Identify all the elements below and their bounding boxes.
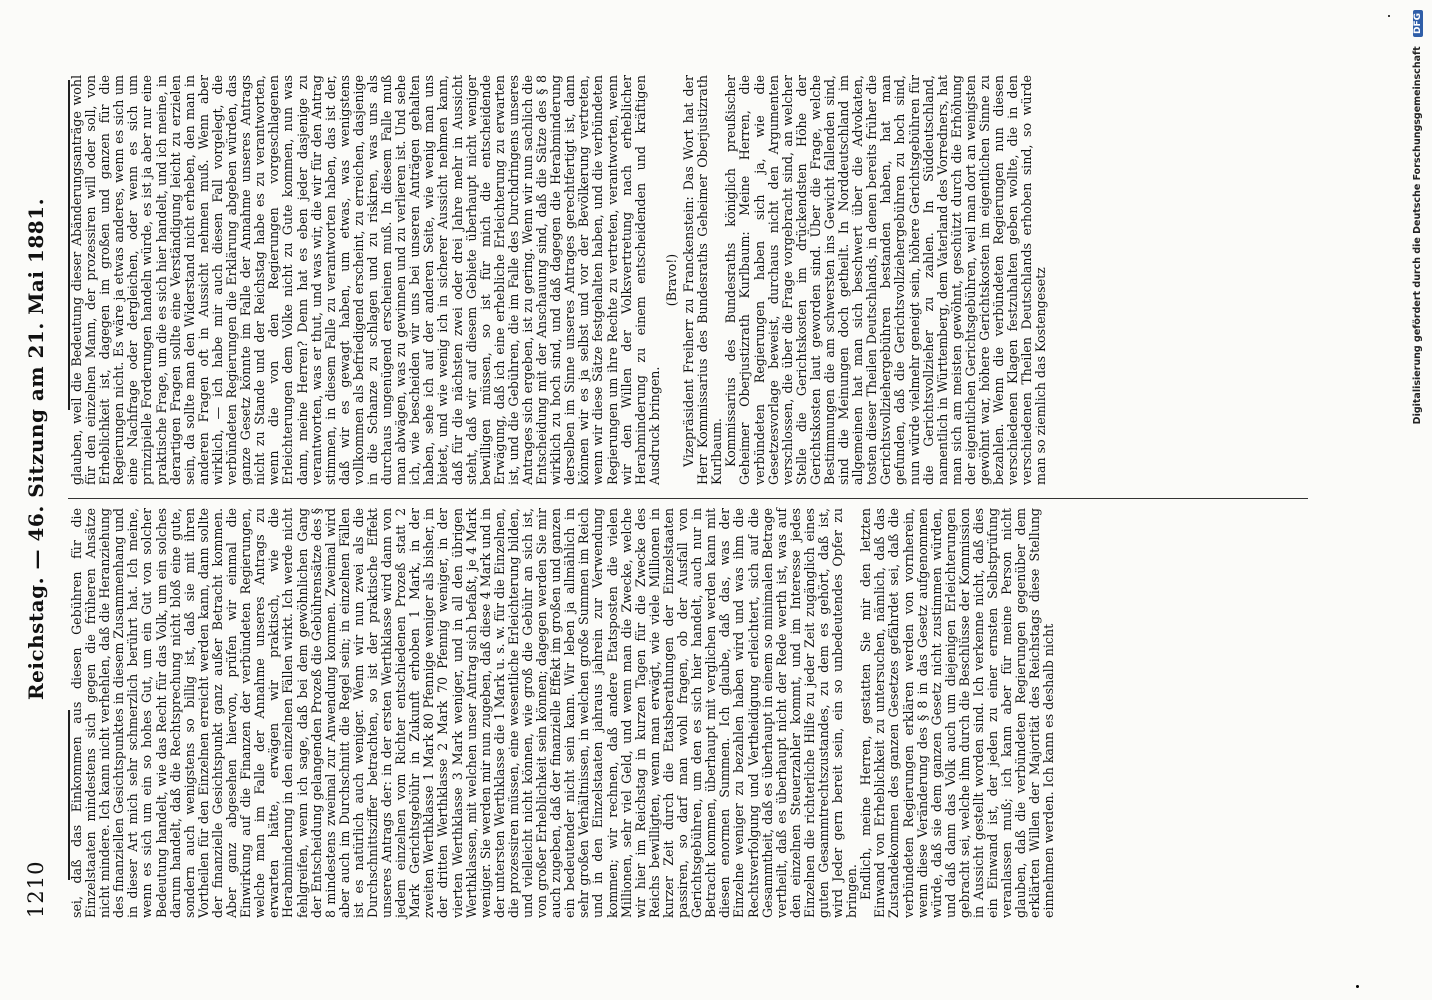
digitization-credit [1412, 0, 1428, 1000]
column-divider [68, 498, 1308, 499]
dfg-logo: DFG [1413, 10, 1423, 37]
applause-note: (Bravo!) [663, 253, 679, 307]
paragraph: sei, daß das Einkommen aus diesen Gebühren für die Einzelstaaten mindestens sich gegen die früheren Ansätze nicht mindere. Ich kann nicht verhehlen, daß die Heranziehung des finanziellen Gesichtspunktes in diesem Zusammenhang und in dieser Art mich sehr schmerzlich berührt hat. Ich meine, wenn es sich um ein so hohes Gut, um ein Gut von solcher Bedeutung handelt, wie das Recht für das Volk, um ein solches darum handelt, daß die Rechtsprechung nicht bloß eine gute, sondern auch wenigstens so billig ist, daß sie mit ihren Vortheilen für den Einzelnen erreicht werden kann, dann sollte der finanzielle Gesichtspunkt ganz außer Betracht kommen. Aber ganz abgesehen hiervon, prüfen wir einmal die Einwirkung auf die Finanzen der verbündeten Regierungen, welche man im Falle der Annahme unseres Antrags zu erwarten hätte, erwägen wir praktisch, wie die Herabminderung in den einzelnen Fällen wirkt. Ich werde nicht fehlgreifen, wenn ich sage, daß bei dem gewöhnlichen Gang der Entscheidung gelangenden Prozeß die Gebührensätze des § 8 mindestens zweimal zur Anwendung kommen. Zweimal wird aber auch im Durchschnitt die Regel sein; in einzelnen Fällen ist es natürlich auch weniger. Wenn wir nun zwei als die Durchschnittsziffer betrachten, so ist der praktische Effekt unseres Antrags der: in der ersten Werthklasse wird dann von jedem einzelnen vom Richter entschiedenen Prozeß statt 2 Mark Gerichtsgebühr in Zukunft erhoben 1 Mark, in der zweiten Werthklasse 1 Mark 80 Pfennige weniger als bisher, in der dritten Werthklasse 2 Mark 70 Pfennig weniger, in der vierten Werthklasse 3 Mark weniger, und in all den übrigen Werthklassen, mit welchen unser Antrag sich befaßt, je 4 Mark weniger. Sie werden mir nun zugeben, daß diese 4 Mark und in der untersten Werthklasse die 1 Mark u. s. w. für die Einzelnen, die prozessiren müssen, eine wesentliche Erleichterung bilden, und vielleicht nicht können, wie groß die Gebühr an sich ist, von großer Erheblichkeit sein können; dagegen werden Sie mir auch zugeben, daß der finanzielle Effekt im großen und ganzen ein bedeutender nicht sein kann. Wir leben ja allmählich in sehr großen Verhältnissen, in welchen große Summen im Reich und in den Einzelstaaten jahraus jahrein zur Verwendung kommen; wir rechnen, daß andere Etatsposten die vielen Millionen, sehr viel Geld, und wenn man die Zwecke, welche wir hier im Reichstag in kurzen Tagen für die Zwecke des Reichs bewilligten, wenn man erwägt, wie viele Millionen in kurzer Zeit durch die Etatsberathungen der Einzelstaaten passiren, so darf man wohl fragen, ob der Ausfall von Gerichtsgebühren, um den es sich hier handelt, auch nur in Betracht kommen, überhaupt mit verglichen werden kann mit diesen enormen Summen. Ich glaube, daß das, was der Einzelne weniger zu bezahlen haben wird und was ihm die Rechtsverfolgung und Vertheidigung erleichtert, sich auf die Gesammtheit, daß es überhaupt in einem so minimalen Betrage vertheilt, daß es überhaupt nicht der Rede werth ist, was auf den einzelnen Steuerzahler kommt, und im Interesse jedes Einzelnen die richterliche Hilfe zu jeder Zeit zugänglich eines guten Gesammtrechtszustandes, zu dem es gehört, daß ist, wird Jeder gern bereit sein, ein so unbedeutendes Opfer zu bringen. [69, 508, 860, 918]
scan-speck [1356, 985, 1359, 988]
page-header [24, 0, 54, 1000]
text-column-left [70, 508, 1057, 918]
paragraph: Endlich, meine Herren, gestatten Sie mir den letzten Einwand von Erheblichkeit zu untersuchen, nämlich, daß das Zustandekommen des ganzen Gesetzes gefährdet sei, daß die verbündeten Regierungen erklären werden von vornherein, wenn diese Veränderung des § 8 in das Gesetz aufgenommen würde, daß sie dem ganzen Gesetz nicht zustimmen würden, und daß dann das Volk auch um diejenigen Erleichterungen gebracht sei, welche ihm durch die Beschlüsse der Kommission in Aussicht gestellt worden sind. Ich verkenne nicht, daß dies ein Einwand ist, der jeden zu einer ernsten Selbstprüfung veranlassen muß; ich kann aber für meine Person nicht glauben, daß die verbündeten Regierungen gegenüber dem erklärten Willen der Majorität des Reichstags diese Stellung einnehmen werden. Ich kann es deshalb nicht [858, 508, 1057, 918]
paragraph: glauben, weil die Bedeutung dieser Abänderungsanträge wohl für den einzelnen Mann, der prozessiren will oder soll, von Erheblichkeit ist, dagegen im großen und ganzen für die Regierungen nicht. Es wäre ja etwas anderes, wenn es sich um eine Nachfrage oder dergleichen, oder wenn es sich um prinzipielle Forderungen handeln würde, es ist ja aber nur eine praktische Frage, um die es sich hier handelt, und ich meine, in derartigen Fragen sollte eine Verständigung leicht zu erzielen sein, da sollte man den Widerstand nicht erheben, den man in anderen Fragen oft in Aussicht nehmen muß. Wenn aber wirklich, — ich habe mir auch diesen Fall vorgelegt, die verbündeten Regierungen die Erklärung abgeben würden, das ganze Gesetz könnte im Falle der Annahme unseres Antrags nicht zu Stande und der Reichstag habe es zu verantworten, wenn die von den Regierungen vorgeschlagenen Erleichterungen dem Volke nicht zu Gute kommen, nun was dann, meine Herren? Denn hat es eben jeder dasjenige zu verantworten, was er thut, und was wir, die wir für den Antrag stimmen, in diesem Falle zu verantworten haben, das ist der, daß wir es gewagt haben, um etwas, was wenigstens vollkommen als befriedigend erscheint, zu erreichen, dasjenige in die Schanze zu schlagen und zu riskiren, was uns als durchaus ungenügend erscheinen muß. In diesem Falle muß man abwägen, was zu gewinnen und zu verlieren ist. Und sehe ich, wie bescheiden wir uns bei unseren Anträgen gehalten haben, sehe ich auf der anderen Seite, wie wenig man uns bietet, und wie wenig ich in sicherer Aussicht nehmen kann, daß für die nächsten zwei oder drei Jahre mehr in Aussicht steht, daß wir auf diesem Gebiete überhaupt nicht weniger bewilligen müssen, so ist für mich die entscheidende Erwägung, daß ich eine erhebliche Erleichterung zu erwarten ist, und die Gebühren, die im Falle des Durchdringens unseres Antrages sich ergeben, ist zu gering. Wenn wir nun sachlich die Entscheidung mit der Anschauung sind, daß die Sätze des § 8 wirklich zu hoch sind, und daß dagegen die Herabminderung derselben im Sinne unseres Antrages gerechtfertigt ist, dann können wir es ja selbst und vor der Bevölkerung vertreten, wenn wir diese Sätze festgehalten haben, und die verbündeten Regierungen um ihre Rechte zu vertreten, verantworten, wenn wir den Willen der Volksvertretung nach erheblicher Herabminderung zu einem entscheidenden und kräftigen Ausdruck bringen. [69, 75, 662, 485]
speaker-paragraph: Kommissarius des Bundesraths königlich preußischer Geheimer Oberjustizrath Kurlbaum: Meine Herren, die verbündeten Regierungen haben sich ja, wie die Gesetzesvorlage beweist, durchaus nicht den Argumenten verschlossen, die über die Frage vorgebracht sind, an welcher Stelle die Gerichtskosten im drückendsten Höhe der Gerichtskosten laut geworden sind. Über die Frage, welche Bestimmungen die am schwersten ins Gewicht fallenden sind, sind die Meinungen doch getheilt. In Norddeutschland im allgemeinen hat man sich beschwert über die Advokaten, tosten dieser Theilen Deutschlands, in denen bereits früher die Gerichtsvollziehergebühren bestanden haben, hat man gefunden, daß die Gerichtsvollziehergebühren zu hoch sind, nun würde vielmehr geneigt sein, höhere Gerichtsgebühren für die Gerichtsvollzieher zu zahlen. In Süddeutschland, namentlich in Württemberg, dem Vaterland des Vorredners, hat man sich am meisten gewöhnt, geschützt durch die Erhöhung der eigentlichen Gerichtsgebühren, weil man dort an wenigsten gewöhnt war, höhere Gerichtskosten im eigentlichen Sinne zu bezahlen. Wenn die verbündeten Regierungen nun diesen verschiedenen Klagen festzuhalten geben wollte, die in den verschiedenen Theilen Deutschlands erhoben sind, so würde man so ziemlich das Kostengesetz [723, 75, 1049, 485]
credit-text: Digitalisierung gefördert durch die Deutsche Forschungsgemeinschaft [1412, 46, 1423, 425]
running-title: Reichstag. — 46. Sitzung am 21. Mai 1881. [24, 197, 48, 700]
text-column-right [70, 75, 1048, 485]
page-number: 1210 [24, 860, 48, 918]
scan-speck [1388, 15, 1390, 17]
speaker-paragraph: Vizepräsident Freiherr zu Franckenstein: Das Wort hat der Herr Kommissarius des Bundesraths Geheimer Oberjustizrath Kurlbaum. [681, 75, 725, 485]
